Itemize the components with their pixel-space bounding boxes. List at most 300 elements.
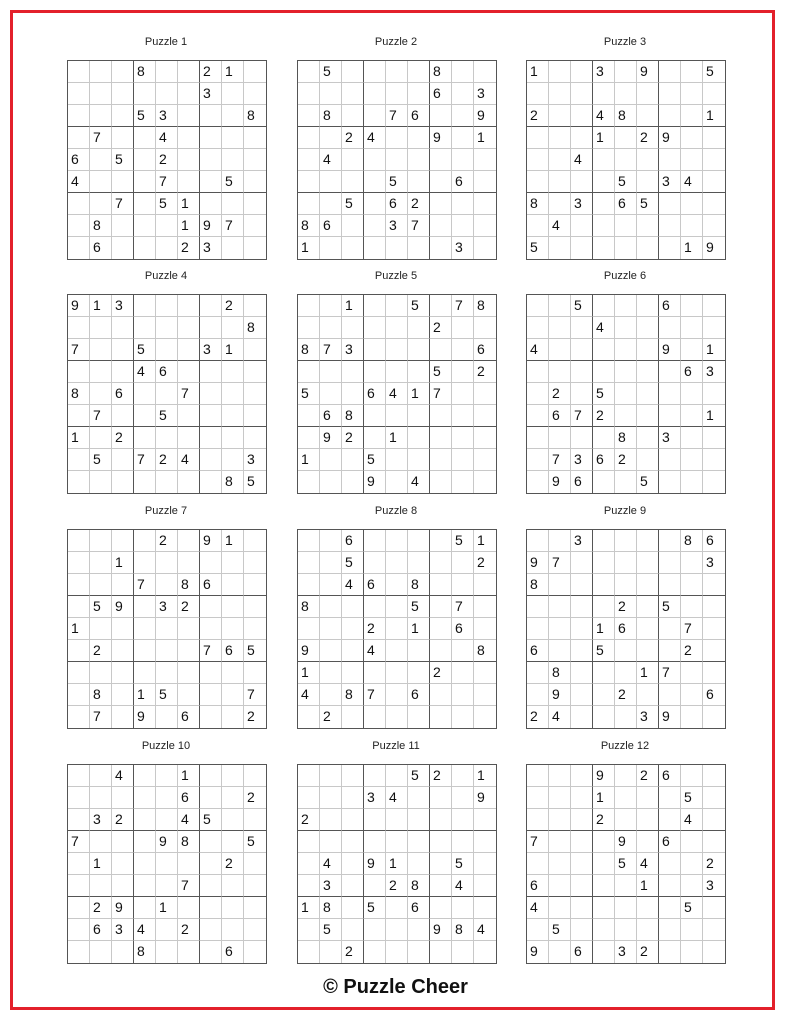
sudoku-cell [222,405,244,427]
sudoku-cell: 6 [408,684,430,706]
sudoku-cell [134,427,156,449]
sudoku-cell [571,809,593,831]
sudoku-cell: 2 [298,809,320,831]
sudoku-cell [474,149,496,171]
sudoku-cell [112,339,134,361]
sudoku-cell [386,405,408,427]
sudoku-cell [244,61,266,83]
sudoku-cell: 5 [364,449,386,471]
sudoku-cell [178,149,200,171]
sudoku-cell [200,471,222,493]
sudoku-cell [549,574,571,596]
sudoku-cell [681,427,703,449]
sudoku-cell [681,105,703,127]
sudoku-cell [549,765,571,787]
sudoku-cell [571,215,593,237]
sudoku-cell [593,596,615,618]
sudoku-cell [342,361,364,383]
sudoku-cell [474,809,496,831]
sudoku-cell [112,361,134,383]
sudoku-cell [703,317,725,339]
sudoku-cell [452,787,474,809]
sudoku-cell [386,941,408,963]
sudoku-cell [68,405,90,427]
sudoku-cell: 9 [659,706,681,728]
sudoku-cell [637,787,659,809]
sudoku-cell [593,853,615,875]
sudoku-cell: 6 [408,105,430,127]
sudoku-cell: 5 [244,831,266,853]
sudoku-cell [320,127,342,149]
sudoku-cell [593,875,615,897]
sudoku-cell [112,875,134,897]
sudoku-cell [703,618,725,640]
sudoku-cell [222,317,244,339]
sudoku-cell [178,83,200,105]
sudoku-cell [408,706,430,728]
sudoku-cell [298,83,320,105]
sudoku-cell [593,471,615,493]
sudoku-cell: 5 [681,787,703,809]
sudoku-cell [178,127,200,149]
sudoku-cell [90,552,112,574]
sudoku-cell [681,149,703,171]
sudoku-cell: 1 [474,765,496,787]
sudoku-cell [430,149,452,171]
sudoku-cell [200,875,222,897]
sudoku-cell [593,574,615,596]
sudoku-cell [134,383,156,405]
sudoku-cell [320,449,342,471]
sudoku-cell [244,596,266,618]
sudoku-cell [364,61,386,83]
sudoku-cell [637,427,659,449]
sudoku-cell: 4 [637,853,659,875]
sudoku-cell [178,339,200,361]
sudoku-cell [320,684,342,706]
sudoku-cell [703,831,725,853]
sudoku-cell [593,339,615,361]
sudoku-cell [430,405,452,427]
sudoku-cell [222,361,244,383]
sudoku-cell [178,897,200,919]
sudoku-cell [408,361,430,383]
sudoku-cell: 3 [342,339,364,361]
sudoku-cell [200,941,222,963]
sudoku-cell [659,552,681,574]
sudoku-cell [593,171,615,193]
sudoku-cell [134,237,156,259]
sudoku-cell [452,662,474,684]
sudoku-cell [430,640,452,662]
sudoku-cell: 4 [112,765,134,787]
sudoku-cell: 2 [637,765,659,787]
sudoku-cell [527,596,549,618]
sudoku-cell [549,193,571,215]
sudoku-cell: 6 [703,530,725,552]
sudoku-cell: 1 [68,427,90,449]
sudoku-cell: 2 [222,295,244,317]
sudoku-cell [298,574,320,596]
sudoku-cell [703,706,725,728]
sudoku-cell: 1 [386,853,408,875]
sudoku-cell [527,471,549,493]
sudoku-cell [527,215,549,237]
sudoku-cell: 8 [298,596,320,618]
sudoku-cell [222,596,244,618]
sudoku-cell [134,809,156,831]
sudoku-cell: 8 [178,831,200,853]
sudoku-cell: 8 [342,684,364,706]
sudoku-cell [90,875,112,897]
sudoku-cell: 4 [527,897,549,919]
sudoku-cell [200,831,222,853]
sudoku-cell [703,919,725,941]
sudoku-cell [571,61,593,83]
sudoku-cell [342,449,364,471]
sudoku-cell: 3 [571,193,593,215]
sudoku-cell [571,596,593,618]
sudoku-cell [68,361,90,383]
sudoku-cell [430,295,452,317]
sudoku-cell [222,193,244,215]
sudoku-cell: 5 [637,193,659,215]
sudoku-cell [408,552,430,574]
sudoku-cell [681,574,703,596]
sudoku-cell [320,295,342,317]
sudoku-cell [703,574,725,596]
sudoku-cell [659,317,681,339]
sudoku-cell: 3 [200,237,222,259]
sudoku-cell [364,530,386,552]
sudoku-cell: 2 [112,809,134,831]
sudoku-cell [571,787,593,809]
sudoku-cell [452,215,474,237]
sudoku-cell [474,706,496,728]
sudoku-cell [408,405,430,427]
sudoku-cell [615,530,637,552]
sudoku-cell: 3 [703,875,725,897]
sudoku-cell: 9 [474,105,496,127]
sudoku-cell [408,662,430,684]
sudoku-cell [703,383,725,405]
sudoku-cell [430,831,452,853]
sudoku-cell [571,552,593,574]
sudoku-cell: 5 [156,193,178,215]
sudoku-cell [386,809,408,831]
sudoku-cell: 2 [178,596,200,618]
sudoku-cell [474,427,496,449]
sudoku-cell [222,618,244,640]
sudoku-cell [364,875,386,897]
sudoku-cell [571,83,593,105]
sudoku-cell [298,61,320,83]
sudoku-cell [549,897,571,919]
sudoku-cell [430,237,452,259]
sudoku-cell: 6 [68,149,90,171]
sudoku-cell [571,831,593,853]
sudoku-cell [200,853,222,875]
sudoku-cell [364,552,386,574]
sudoku-cell [571,427,593,449]
sudoku-cell: 2 [156,530,178,552]
sudoku-cell [408,809,430,831]
sudoku-cell: 2 [430,662,452,684]
sudoku-cell [527,405,549,427]
sudoku-cell [659,684,681,706]
sudoku-cell [593,831,615,853]
sudoku-cell [681,596,703,618]
sudoku-cell: 1 [593,618,615,640]
sudoku-cell [156,919,178,941]
sudoku-cell [200,662,222,684]
sudoku-cell [474,875,496,897]
sudoku-cell [320,237,342,259]
sudoku-cell [178,471,200,493]
sudoku-cell [320,596,342,618]
sudoku-cell [430,193,452,215]
sudoku-cell: 2 [527,706,549,728]
sudoku-cell: 3 [320,875,342,897]
sudoku-cell: 7 [134,574,156,596]
sudoku-cell [549,809,571,831]
sudoku-cell [637,684,659,706]
sudoku-cell [112,530,134,552]
sudoku-cell [112,83,134,105]
sudoku-cell: 4 [549,215,571,237]
sudoku-cell [200,618,222,640]
sudoku-cell: 5 [549,919,571,941]
sudoku-cell [244,919,266,941]
sudoku-cell: 9 [320,427,342,449]
sudoku-cell [549,853,571,875]
sudoku-cell [386,317,408,339]
sudoku-cell [681,317,703,339]
sudoku-cell: 5 [244,640,266,662]
sudoku-cell [659,149,681,171]
puzzle-title: Puzzle 12 [600,740,650,752]
sudoku-cell [364,193,386,215]
sudoku-cell [112,787,134,809]
sudoku-cell [134,171,156,193]
sudoku-cell [178,171,200,193]
sudoku-cell: 4 [364,640,386,662]
sudoku-cell [527,530,549,552]
sudoku-cell [474,193,496,215]
sudoku-cell [637,640,659,662]
sudoku-cell [615,706,637,728]
sudoku-cell [298,941,320,963]
sudoku-cell: 8 [298,215,320,237]
sudoku-cell [703,662,725,684]
sudoku-cell [342,662,364,684]
sudoku-cell: 5 [615,171,637,193]
sudoku-cell [112,640,134,662]
sudoku-cell [112,662,134,684]
sudoku-cell [527,383,549,405]
sudoku-cell [68,941,90,963]
sudoku-cell: 3 [659,427,681,449]
sudoku-cell: 6 [222,941,244,963]
sudoku-cell [342,831,364,853]
sudoku-cell: 5 [342,193,364,215]
sudoku-cell [342,919,364,941]
sudoku-cell: 5 [90,449,112,471]
sudoku-cell [156,61,178,83]
sudoku-cell [178,105,200,127]
sudoku-cell [320,552,342,574]
sudoku-cell: 9 [200,530,222,552]
sudoku-cell [200,596,222,618]
sudoku-cell [430,787,452,809]
sudoku-cell: 3 [571,530,593,552]
sudoku-cell [681,193,703,215]
sudoku-cell [178,427,200,449]
sudoku-cell: 8 [320,897,342,919]
sudoku-cell [703,765,725,787]
sudoku-cell: 7 [90,127,112,149]
sudoku-cell [615,127,637,149]
sudoku-cell [571,171,593,193]
sudoku-cell [244,941,266,963]
sudoku-cell [200,706,222,728]
sudoku-cell [320,193,342,215]
sudoku-cell [364,765,386,787]
sudoku-cell [244,295,266,317]
sudoku-cell: 5 [386,171,408,193]
sudoku-cell [222,427,244,449]
sudoku-cell [364,83,386,105]
sudoku-cell [320,809,342,831]
sudoku-cell [156,941,178,963]
sudoku-cell: 9 [430,919,452,941]
sudoku-cell [593,662,615,684]
sudoku-cell [200,317,222,339]
sudoku-cell [386,339,408,361]
sudoku-cell: 3 [200,339,222,361]
sudoku-cell [474,618,496,640]
sudoku-cell: 4 [681,809,703,831]
sudoku-cell [452,552,474,574]
sudoku-grid [526,529,726,729]
sudoku-cell [386,596,408,618]
sudoku-cell [298,171,320,193]
sudoku-cell [571,317,593,339]
sudoku-cell: 5 [527,237,549,259]
sudoku-cell: 8 [615,105,637,127]
sudoku-cell [244,361,266,383]
sudoku-cell: 7 [90,405,112,427]
sudoku-cell [134,127,156,149]
sudoku-cell: 3 [703,552,725,574]
sudoku-cell: 5 [593,383,615,405]
sudoku-cell [342,317,364,339]
sudoku-cell: 1 [178,193,200,215]
sudoku-cell [68,875,90,897]
sudoku-cell [90,618,112,640]
sudoku-cell: 7 [364,684,386,706]
sudoku-cell: 9 [527,941,549,963]
sudoku-cell [386,618,408,640]
sudoku-cell: 1 [298,237,320,259]
sudoku-cell: 2 [342,127,364,149]
sudoku-cell [474,171,496,193]
sudoku-cell [178,684,200,706]
sudoku-cell: 6 [178,706,200,728]
sudoku-cell [178,530,200,552]
sudoku-cell [200,383,222,405]
sudoku-cell [408,787,430,809]
sudoku-cell [90,83,112,105]
sudoku-cell: 7 [244,684,266,706]
sudoku-cell [637,919,659,941]
sudoku-cell [244,875,266,897]
puzzle-title: Puzzle 3 [603,36,647,48]
sudoku-cell: 4 [549,706,571,728]
sudoku-cell: 6 [386,193,408,215]
sudoku-cell: 5 [320,61,342,83]
sudoku-cell [386,61,408,83]
sudoku-cell: 9 [156,831,178,853]
sudoku-cell: 6 [659,831,681,853]
sudoku-cell: 7 [430,383,452,405]
sudoku-cell [222,83,244,105]
sudoku-cell [571,640,593,662]
sudoku-cell [430,684,452,706]
sudoku-cell: 5 [364,897,386,919]
sudoku-cell: 3 [571,449,593,471]
sudoku-cell [342,105,364,127]
sudoku-cell [68,215,90,237]
sudoku-cell [659,383,681,405]
sudoku-cell [156,706,178,728]
sudoku-cell [112,61,134,83]
sudoku-cell [178,941,200,963]
sudoku-cell: 2 [247,708,255,724]
sudoku-cell [364,105,386,127]
sudoku-grid [297,764,497,964]
sudoku-cell [244,171,266,193]
sudoku-cell: 8 [134,941,156,963]
sudoku-cell [549,875,571,897]
sudoku-cell [364,427,386,449]
sudoku-cell: 1 [527,61,549,83]
sudoku-cell: 2 [637,127,659,149]
sudoku-cell: 9 [527,552,549,574]
sudoku-cell [222,149,244,171]
sudoku-cell [681,339,703,361]
sudoku-cell [298,405,320,427]
sudoku-cell [244,662,266,684]
sudoku-cell [703,295,725,317]
sudoku-cell: 5 [637,471,659,493]
sudoku-cell [549,149,571,171]
sudoku-cell [298,706,320,728]
sudoku-cell: 4 [593,317,615,339]
sudoku-cell [298,618,320,640]
sudoku-cell: 5 [615,853,637,875]
sudoku-cell [68,809,90,831]
sudoku-cell [549,295,571,317]
sudoku-cell: 8 [320,105,342,127]
sudoku-cell [320,471,342,493]
sudoku-cell: 3 [112,919,134,941]
sudoku-cell: 3 [156,596,178,618]
sudoku-cell [320,640,342,662]
sudoku-cell [298,919,320,941]
sudoku-cell: 5 [408,295,430,317]
sudoku-cell [298,765,320,787]
